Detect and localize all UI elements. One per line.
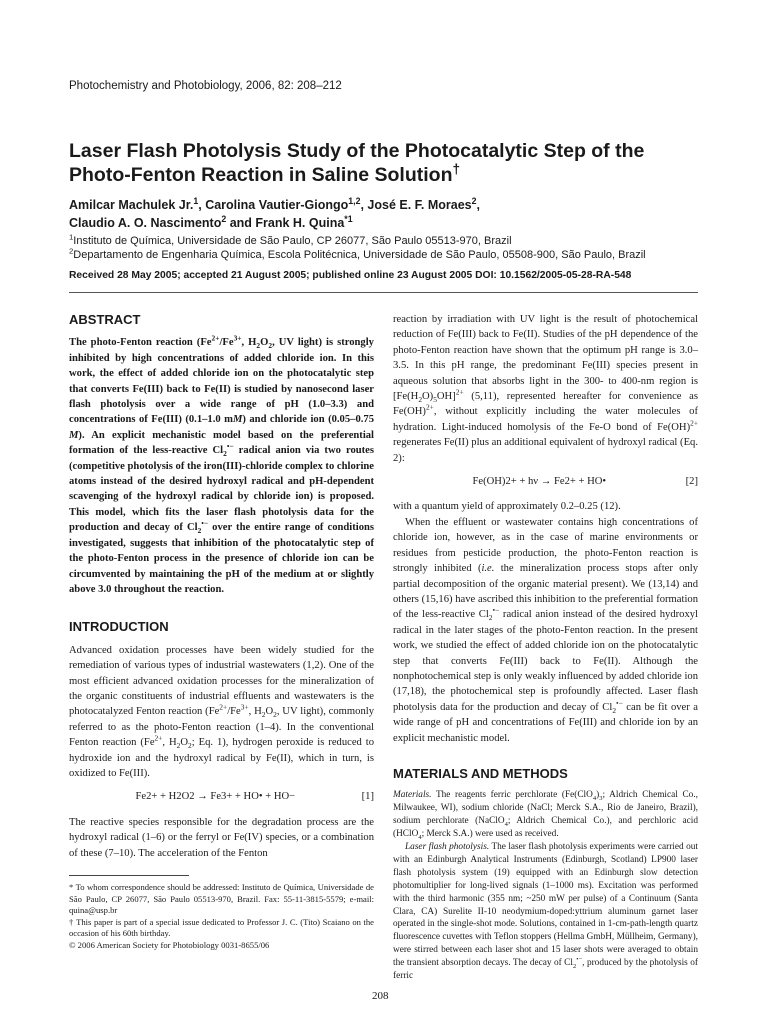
author-name: Claudio A. O. Nascimento <box>69 216 222 230</box>
equation-2: Fe(OH)2+ + hν → Fe2+ + HO• [2] <box>393 474 698 489</box>
equation-number: [1] <box>361 791 374 803</box>
methods-paragraph: Materials. The reagents ferric perchlorate ($Fe(ClO_4)_3$; Aldrich Chemical Co., Milwaukee, WI), sodium chloride (NaCl; Merck S.A., Rio de Janeiro, Brazil), sodium perchlorate (NaClO$_4$; Aldrich Chemical Co.), and perchloric acid (HClO$_4$; Merck S.A.) were used as received. <box>393 790 698 841</box>
footnote-corresponding: * To whom correspondence should be addressed: Instituto de Química, Universidade de São Paulo, CP 26077, São Paulo 05513-970, Brazil. Fax: 55-11-3815-5579; e-mail: quina@usp.br <box>69 882 374 915</box>
header-divider <box>69 292 698 293</box>
footnote-divider <box>69 875 189 876</box>
paper-title: Laser Flash Photolysis Study of the Photocatalytic Step of the Photo-Fenton Reaction in Saline Solution† <box>69 140 645 186</box>
abstract-heading: ABSTRACT <box>69 312 141 327</box>
page-number: 208 <box>372 990 389 1002</box>
publication-history: Received 28 May 2005; accepted 21 August 2005; published online 23 August 2005 DOI: 10.1562/2005-05-28-RA-548 <box>69 270 632 281</box>
copyright-notice: © 2006 American Society for Photobiology 0031-8655/06 <box>69 939 270 950</box>
right-column <box>393 312 698 983</box>
affiliations <box>69 232 709 262</box>
body-paragraph: reaction by irradiation with UV light is the result of photochemical reduction of Fe(III) back to Fe(II). Studies of the pH dependence of the photo-Fenton reaction have shown that the optimum pH range is 3.0–3.5. In this pH range, the predominant Fe(III) species present in aqueous solution that absorbs light in the 300- to 400-nm region is $[Fe(H_2O)_5OH]^{2+}$ (5,11), represented hereafter for convenience as Fe(OH)$^{2+}$, without explicitly including the water molecules of hydration. Light-induced homolysis of the Fe-O bond of Fe(OH)$^{2+}$ regenerates Fe(II) plus an additional equivalent of hydroxyl radical (Eq. 2): <box>393 314 698 464</box>
methods-paragraph: Laser flash photolysis. The laser flash photolysis experiments were carried out with an Edinburgh Analytical Instruments (Edinburgh, Scotland) LP900 laser flash photolysis system (19) equipped with an Edinburgh slow detection photomultiplier for long-lived signals (1–1000 ms). Excitation was performed with the third harmonic (355 nm; ~250 mW per pulse) of a Continuum (Santa Clara, CA) Surelite II-10 neodymium-doped:yttrium aluminum garnet laser operated in the single-shot mode. Solutions, contained in 1-cm-path-length quartz fluorescence cuvettes with Teflon stoppers (Hellma GmbH, Müllheim, Germany), were stirred between each laser shot and 15 laser shots were averaged to obtain the transient absorption decays. The decay of $Cl_2^{•-}$, produced by the photolysis of ferric <box>393 842 698 982</box>
body-paragraph: with a quantum yield of approximately 0.2–0.25 (12). <box>393 501 621 513</box>
left-column <box>69 312 374 951</box>
author-list: Amilcar Machulek Jr.$^1$, Carolina Vautier-Giongo$^{1,2}$, José E. F. Moraes$^2$, Claudio A. O. Nascimento$^2$ and Frank H. Quina$^{*1}$ <box>69 195 480 230</box>
introduction-paragraph: The reactive species responsible for the degradation process are the hydroxyl radical (1–6) or the ferryl or Fe(IV) species, or a combination of these (7–10). The acceleration of the Fenton <box>69 816 374 859</box>
affiliation-2: $^2$Departamento de Engenharia Química, Escola Politécnica, Universidade de São Paulo, 05508-900, São Paulo, Brazil <box>69 245 646 261</box>
footnote-dedication: † This paper is part of a special issue dedicated to Professor J. C. (Tito) Scaiano on the occasion of his 60th birthday. <box>69 916 374 938</box>
body-paragraph: When the effluent or wastewater contains high concentrations of chloride ion, however, as in the case of marine environments or residues from pesticide production, the photo-Fenton reaction is strongly inhibited (i.e. the mineralization process stops after only partial decomposition of the organic material present). We (13,14) and others (15,16) have ascribed this inhibition to the preferential formation of the less-reactive $Cl_2^{•-}$ radical anion instead of the desired hydroxyl radical in the later stages of the photo-Fenton reaction. In the present work, we studied the effect of added chloride ion on the photocatalytic step that converts Fe(III) back to Fe(II). Although the nonphotochemical step is only weakly influenced by added chloride ion (17,18), the photochemical step is profoundly affected. Laser flash photolysis data for the production and decay of $Cl_2^{•-}$ can be fit over a wide range of pH and concentrations of Fe(III) and chloride ion by an explicit mechanistic model. <box>393 516 698 744</box>
author-name: Amilcar Machulek Jr. <box>69 198 194 212</box>
equation-number: [2] <box>685 476 698 488</box>
methods-heading: MATERIALS AND METHODS <box>393 765 568 781</box>
equation-1: Fe2+ + H2O2 → Fe3+ + HO• + HO− [1] <box>69 789 374 804</box>
author-name: José E. F. Moraes <box>367 198 472 212</box>
journal-citation: Photochemistry and Photobiology, 2006, 82: 208–212 <box>69 80 342 92</box>
author-name: Carolina Vautier-Giongo <box>205 198 349 212</box>
introduction-heading: INTRODUCTION <box>69 619 169 635</box>
abstract-text: The photo-Fenton reaction ($Fe^{2+}/Fe^{3+}$, $H_2O_2$, UV light) is strongly inhibited by high concentrations of added chloride ion. In this work, the effect of added chloride ion on the photocatalytic step that converts Fe(III) back to Fe(II) is studied by nanosecond laser flash photolysis over a wide range of pH (1.0–3.3) and concentrations of Fe(III) (0.1–1.0 mM) and chloride ion (0.05–0.75 M). An explicit mechanistic model based on the preferential formation of the less-reactive $Cl_2^{•-}$ radical anion via two routes (competitive photolysis of the iron(III)-chloride complex to chlorine atoms instead of the desired hydroxyl radical and pH-dependent scavenging of the hydroxyl radical by chloride ion) is proposed. This model, which fits the laser flash photolysis data for the production and decay of $Cl_2^{•-}$ over the entire range of conditions investigated, suggests that inhibition of the photocatalytic step of the photo-Fenton process in the presence of chloride ion can be circumvented by maintaining the pH of the medium at or slightly above 3.0 throughout the reaction. <box>69 333 374 595</box>
author-name: Frank H. Quina <box>255 216 345 230</box>
introduction-paragraph: Advanced oxidation processes have been widely studied for the remediation of various types of industrial wastewaters (1,2). One of the most efficient advanced oxidation processes for the mineralization of the organic constituents of industrial effluents and wastewaters is the photocatalyzed Fenton reaction ($Fe^{2+}/Fe^{3+}$, $H_2O_2$, UV light), commonly referred to as the photo-Fenton reaction (1–4). In the conventional Fenton reaction ($Fe^{2+}$, $H_2O_2$; Eq. 1), hydrogen peroxide is reduced to hydroxide ion and the hydroxyl radical by Fe(II), which in turn, is oxidized to Fe(III). <box>69 644 375 779</box>
affiliation-1: $^1$Instituto de Química, Universidade de São Paulo, CP 26077, São Paulo 05513-970, Brazil <box>69 232 512 247</box>
